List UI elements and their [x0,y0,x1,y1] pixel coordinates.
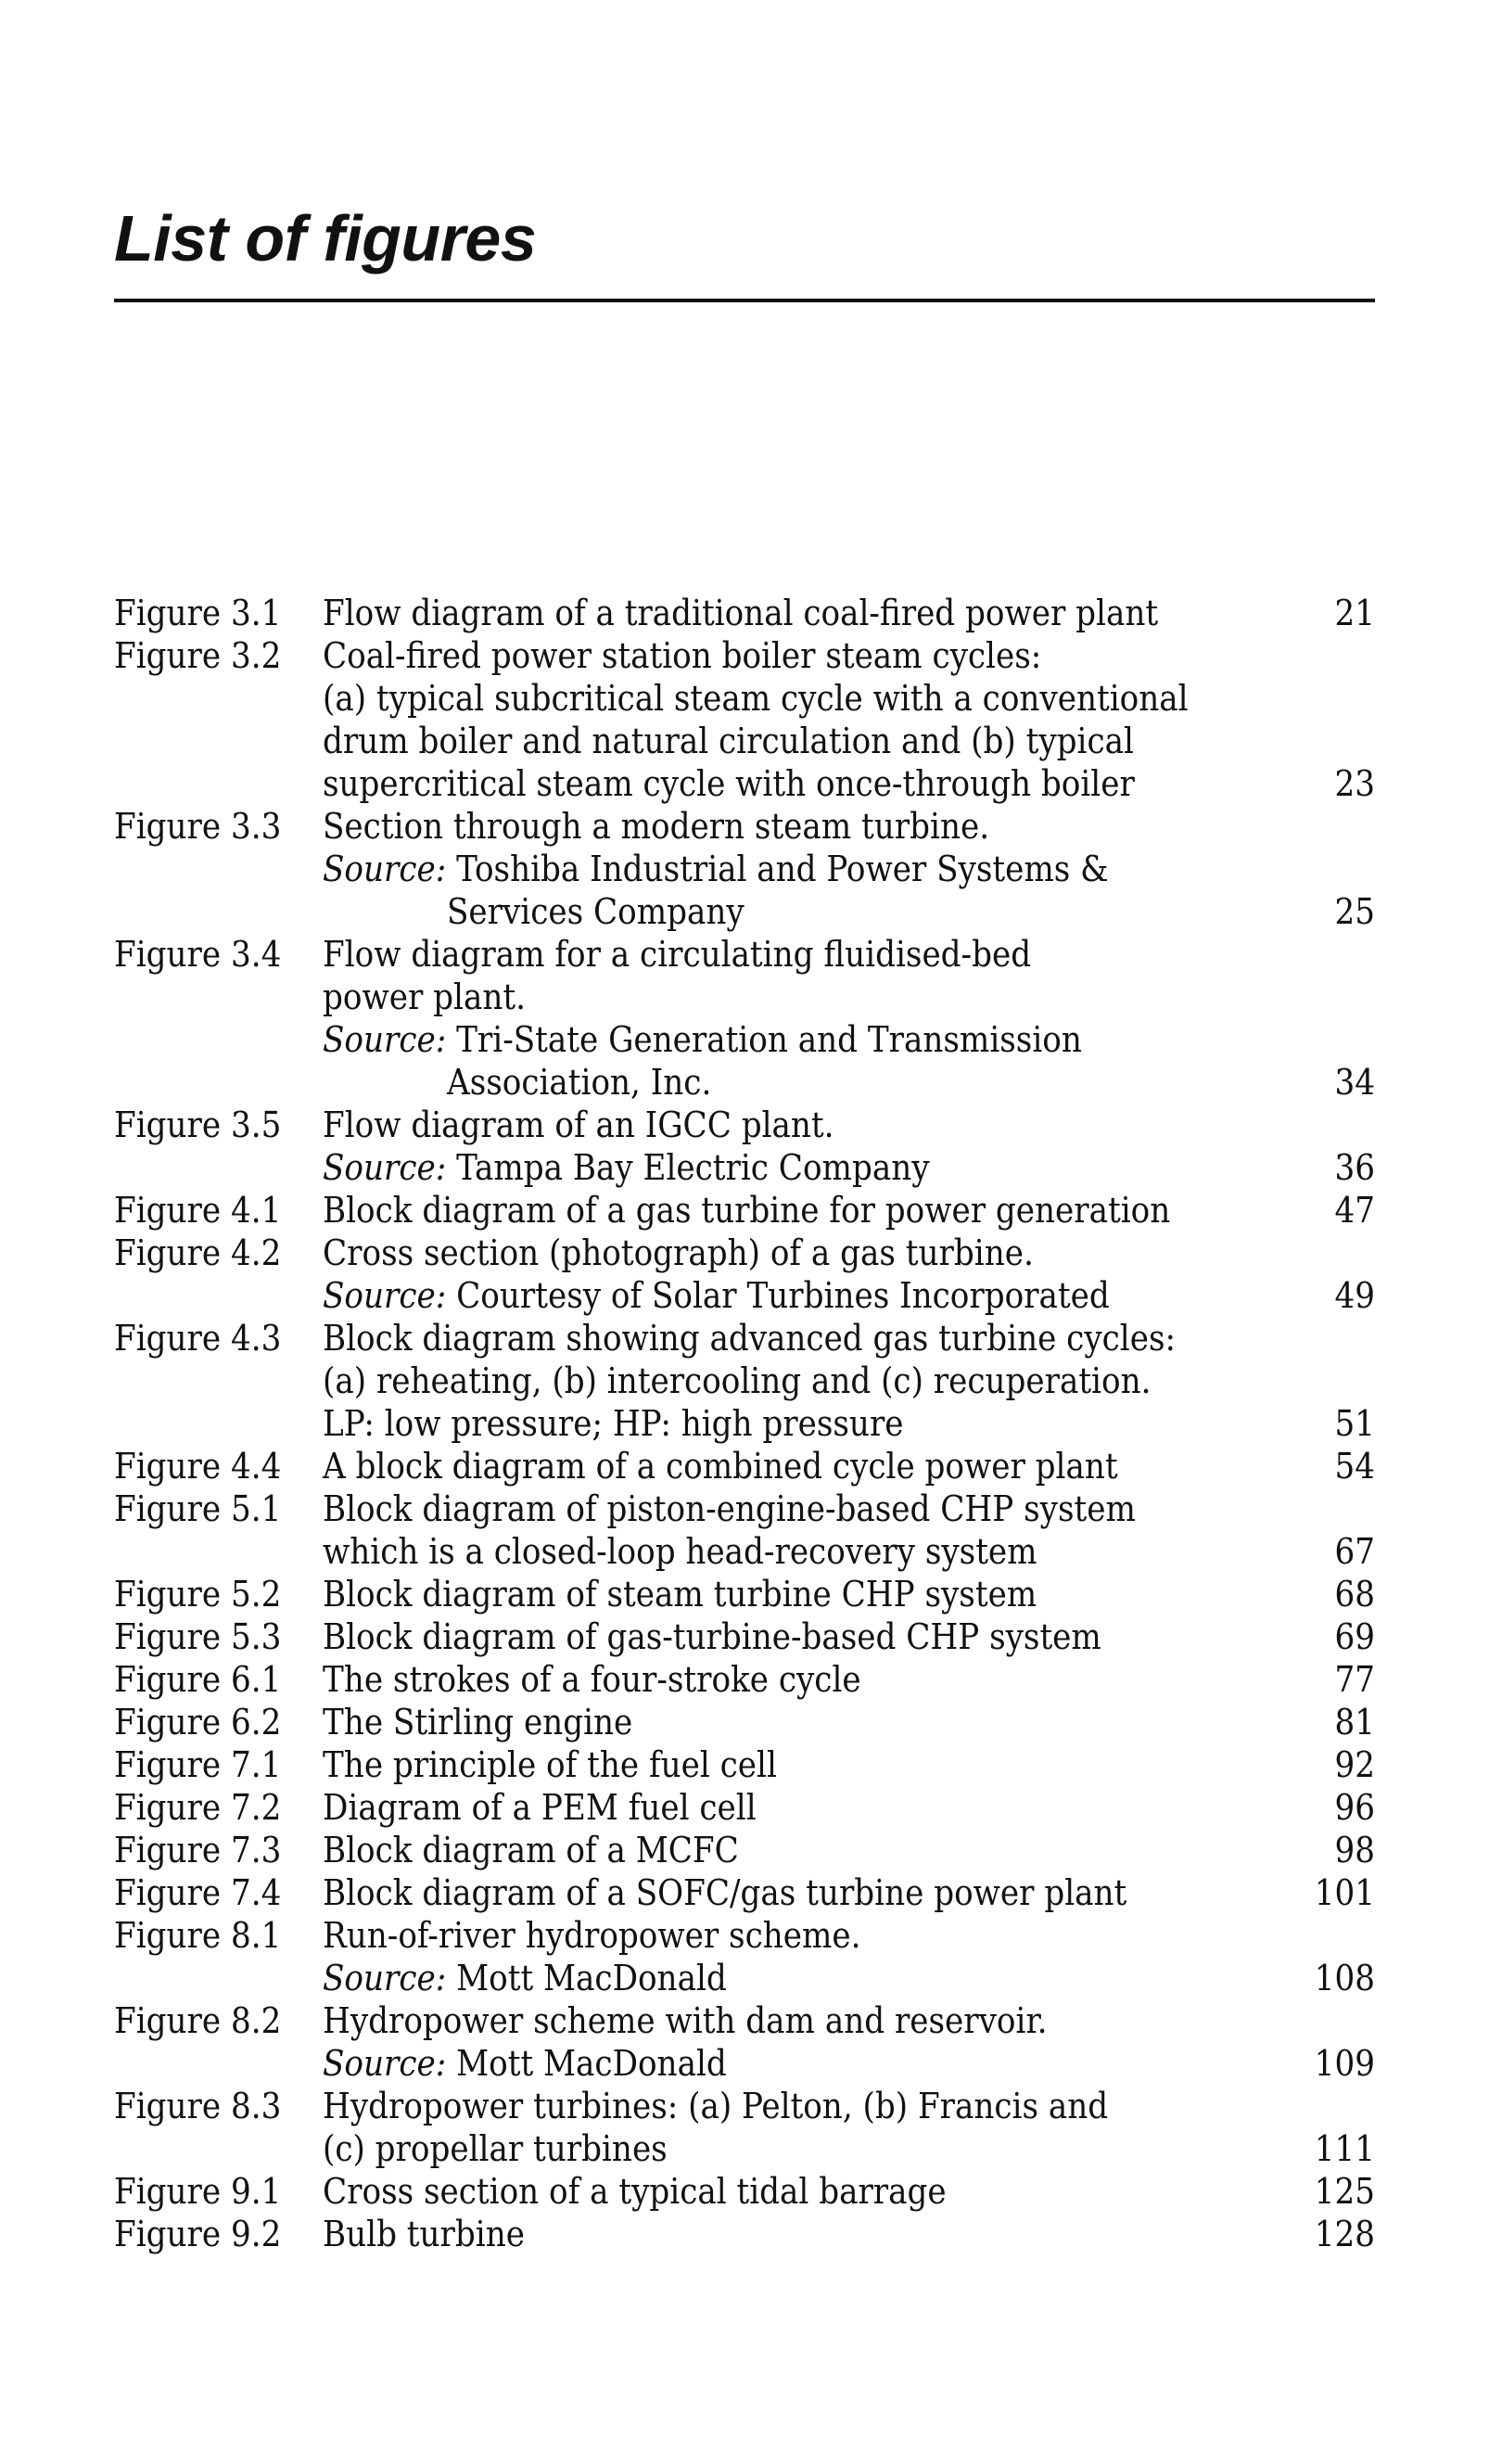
source-line [323,890,1310,933]
page-number: 109 [1314,2043,1375,2084]
figure-label: Figure 3.4 [114,934,282,975]
figure-caption [323,1189,1310,1232]
caption-line: Diagram of a PEM fuel cell [323,1787,757,1828]
figure-entry[interactable] [114,634,1375,805]
figure-label: Figure 8.2 [114,2000,282,2041]
figure-label: Figure 6.2 [114,1702,282,1743]
caption-line: Run-of-river hydropower scheme. [323,1915,861,1956]
page-number: 81 [1334,1702,1375,1743]
page-number: 111 [1314,2128,1375,2169]
figure-label: Figure 5.1 [114,1488,282,1529]
page-title: List of figures [114,202,537,274]
figure-caption [323,1786,1310,1829]
source-text: Mott MacDonald [456,1958,727,1998]
figure-caption [323,1232,1310,1317]
caption-line: Flow diagram of a traditional coal-fired power plant [323,593,1159,633]
figure-entry[interactable] [114,1914,1375,1999]
figure-label: Figure 3.1 [114,593,282,633]
figure-caption [323,1487,1310,1573]
figure-entry[interactable] [114,1487,1375,1573]
figure-caption [323,634,1310,805]
source-line [323,1061,1310,1104]
figure-entry[interactable] [114,805,1375,933]
figure-label: Figure 8.3 [114,2086,282,2126]
page-number: 108 [1314,1958,1375,1998]
figure-caption [323,1317,1310,1445]
caption-line: Hydropower turbines: (a) Pelton, (b) Francis and [323,2086,1109,2126]
figure-entry[interactable] [114,1786,1375,1829]
caption-line: Cross section (photograph) of a gas turbine. [323,1232,1034,1273]
caption-line: The principle of the fuel cell [323,1744,777,1785]
figure-entry[interactable] [114,1615,1375,1658]
page-number: 128 [1314,2214,1375,2254]
source-text: Tampa Bay Electric Company [456,1147,930,1188]
figure-label: Figure 7.1 [114,1744,282,1785]
source-label: Source: [323,1019,447,1060]
page-number: 96 [1334,1787,1375,1828]
caption-line: Block diagram of steam turbine CHP system [323,1574,1037,1615]
figure-caption [323,2085,1310,2170]
figure-entry[interactable] [114,2085,1375,2170]
figure-entry[interactable] [114,1658,1375,1701]
figure-caption [323,1445,1310,1487]
figure-entry[interactable] [114,1573,1375,1615]
caption-line: Coal-fired power station boiler steam cycles: [323,635,1042,676]
caption-line: A block diagram of a combined cycle power plant [323,1446,1118,1487]
figure-entry[interactable] [114,933,1375,1104]
figure-entry[interactable] [114,1743,1375,1786]
caption-line: (a) reheating, (b) intercooling and (c) recuperation. [323,1360,1152,1401]
figure-label: Figure 4.4 [114,1446,282,1487]
figure-caption [323,933,1310,1104]
page-number: 92 [1334,1744,1375,1785]
caption-line: Section through a modern steam turbine. [323,806,990,847]
figure-label: Figure 6.1 [114,1659,282,1700]
caption-line: The strokes of a four-stroke cycle [323,1659,861,1700]
page-number: 69 [1334,1616,1375,1657]
figure-caption [323,1104,1310,1189]
figure-caption [323,1573,1310,1615]
figure-entry[interactable] [114,1999,1375,2085]
figure-label: Figure 9.2 [114,2214,282,2254]
caption-line: The Stirling engine [323,1702,633,1743]
figure-entry[interactable] [114,1104,1375,1189]
source-label: Source: [323,2043,447,2084]
source-line [323,1018,1310,1061]
source-line [323,1957,1310,1999]
source-text: Association, Inc. [447,1062,712,1103]
figure-entry[interactable] [114,1232,1375,1317]
figure-entry[interactable] [114,1317,1375,1445]
caption-line: Block diagram of gas-turbine-based CHP system [323,1616,1101,1657]
source-line [323,1146,1310,1189]
caption-line: Cross section of a typical tidal barrage [323,2171,947,2212]
caption-line: Block diagram of a MCFC [323,1830,739,1870]
figure-entry[interactable] [114,592,1375,634]
figure-caption [323,1829,1310,1871]
page-number: 67 [1334,1531,1375,1572]
caption-line: which is a closed-loop head-recovery system [323,1531,1037,1572]
figure-label: Figure 9.1 [114,2171,282,2212]
title-rule [114,299,1375,302]
source-line [323,848,1310,890]
source-label: Source: [323,1275,447,1316]
figure-label: Figure 7.4 [114,1872,282,1913]
caption-line: Block diagram of a gas turbine for power generation [323,1190,1171,1231]
page-number: 25 [1334,891,1375,932]
figure-label: Figure 4.2 [114,1232,282,1273]
figure-label: Figure 5.3 [114,1616,282,1657]
page-number: 51 [1334,1403,1375,1444]
figure-caption [323,1701,1310,1743]
page-number: 77 [1334,1659,1375,1700]
caption-line: Block diagram of a SOFC/gas turbine power plant [323,1872,1127,1913]
caption-line: Flow diagram for a circulating fluidised-bed [323,934,1032,975]
figure-label: Figure 7.2 [114,1787,282,1828]
figure-label: Figure 3.5 [114,1104,282,1145]
source-text: Toshiba Industrial and Power Systems & [456,849,1109,889]
caption-line: Flow diagram of an IGCC plant. [323,1104,834,1145]
figure-caption [323,1914,1310,1999]
figure-list [114,592,1375,2255]
page-number: 49 [1334,1275,1375,1316]
caption-line: drum boiler and natural circulation and (b) typical [323,721,1134,761]
page-number: 36 [1334,1147,1375,1188]
caption-line: Block diagram showing advanced gas turbine cycles: [323,1318,1176,1359]
caption-line: (c) propellar turbines [323,2128,668,2169]
source-label: Source: [323,1147,447,1188]
page-number: 54 [1334,1446,1375,1487]
figure-caption [323,1615,1310,1658]
source-label: Source: [323,1958,447,1998]
figure-entry[interactable] [114,2170,1375,2213]
figure-entry[interactable] [114,1445,1375,1487]
figure-caption [323,2170,1310,2213]
figure-caption [323,1871,1310,1914]
figure-label: Figure 3.3 [114,806,282,847]
figure-entry[interactable] [114,1829,1375,1871]
figure-label: Figure 4.1 [114,1190,282,1231]
figure-entry[interactable] [114,1701,1375,1743]
caption-line: LP: low pressure; HP: high pressure [323,1403,904,1444]
caption-line: Bulb turbine [323,2214,525,2254]
page-number: 125 [1314,2171,1375,2212]
figure-caption [323,1999,1310,2085]
source-line [323,2042,1310,2085]
caption-line: Hydropower scheme with dam and reservoir. [323,2000,1048,2041]
source-text: Mott MacDonald [456,2043,727,2084]
page-number: 21 [1334,593,1375,633]
figure-label: Figure 5.2 [114,1574,282,1615]
figure-entry[interactable] [114,2213,1375,2255]
figure-label: Figure 3.2 [114,635,282,676]
caption-line: (a) typical subcritical steam cycle with a conventional [323,678,1189,719]
page-number: 23 [1334,763,1375,804]
figure-caption [323,805,1310,933]
figure-caption [323,1658,1310,1701]
figure-caption [323,1743,1310,1786]
source-text: Tri-State Generation and Transmission [456,1019,1082,1060]
page-number: 101 [1314,1872,1375,1913]
page-number: 98 [1334,1830,1375,1870]
caption-line: supercritical steam cycle with once-through boiler [323,763,1135,804]
page-number: 68 [1334,1574,1375,1615]
source-text: Courtesy of Solar Turbines Incorporated [456,1275,1110,1316]
figure-caption [323,2213,1310,2255]
figure-label: Figure 7.3 [114,1830,282,1870]
figure-caption [323,592,1310,634]
source-line [323,1274,1310,1317]
figure-label: Figure 4.3 [114,1318,282,1359]
page-number: 47 [1334,1190,1375,1231]
figure-label: Figure 8.1 [114,1915,282,1956]
source-label: Source: [323,849,447,889]
figure-entry[interactable] [114,1189,1375,1232]
page-number: 34 [1334,1062,1375,1103]
caption-line: Block diagram of piston-engine-based CHP system [323,1488,1136,1529]
source-text: Services Company [447,891,744,932]
figure-entry[interactable] [114,1871,1375,1914]
caption-line: power plant. [323,977,526,1017]
